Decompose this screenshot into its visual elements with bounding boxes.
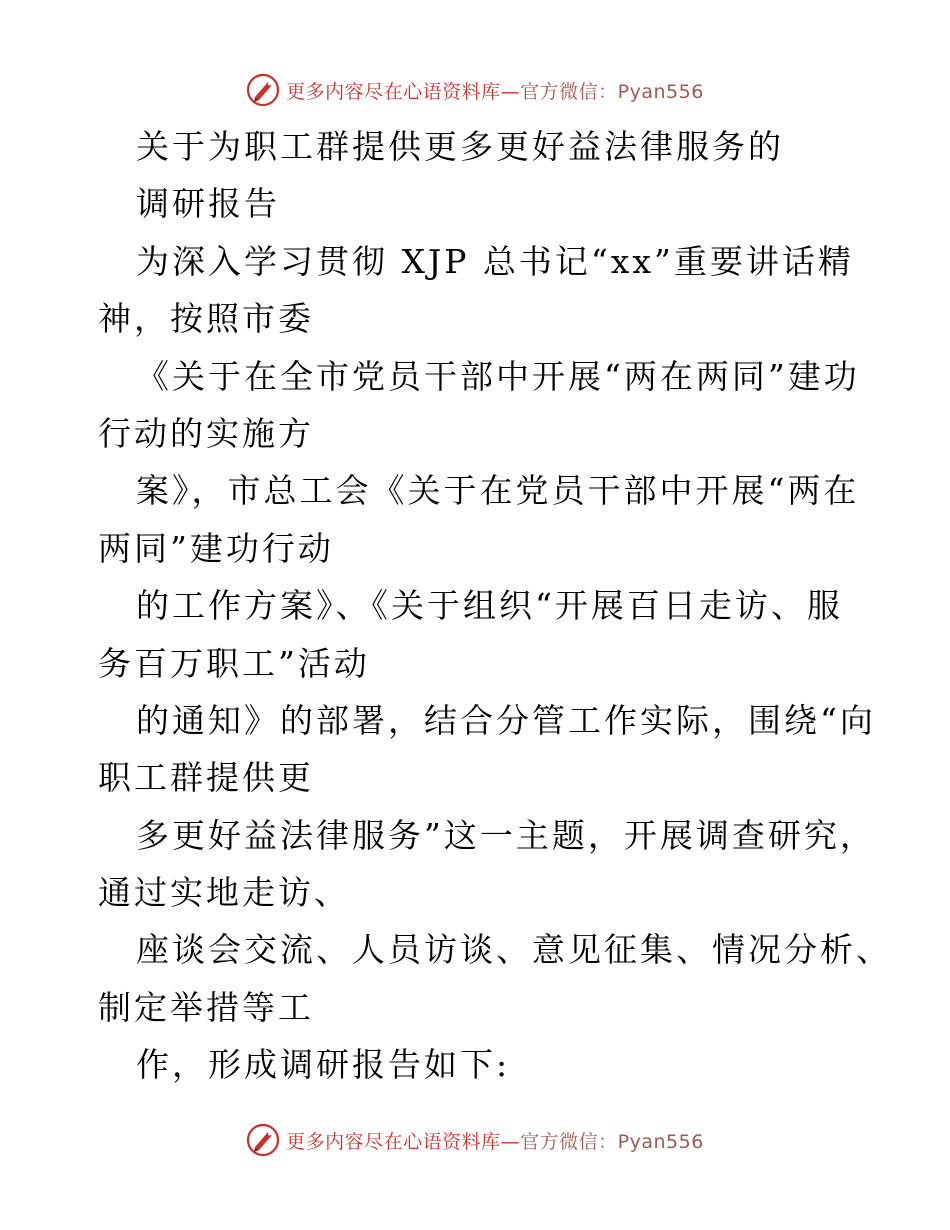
doc-title-line-2: 调研报告 <box>136 184 280 224</box>
doc-paragraph-line: 通过实地走访、 <box>98 873 350 913</box>
doc-paragraph-line: 神，按照市委 <box>98 299 314 339</box>
doc-paragraph-line: 《关于在全市党员干部中开展“两在两同”建功 <box>136 356 860 396</box>
doc-paragraph-line: 多更好益法律服务”这一主题，开展调查研究， <box>136 815 876 855</box>
header-banner-inner <box>246 73 704 107</box>
doc-paragraph-line: 务百万职工”活动 <box>98 643 370 683</box>
footer-banner-wechat: 官方微信：Pyan556 <box>520 1130 704 1153</box>
header-banner-main: 更多内容尽在心语资料库— <box>286 80 521 103</box>
doc-paragraph-line: 座谈会交流、人员访谈、意见征集、情况分析、 <box>136 930 892 970</box>
doc-paragraph-line: 为深入学习贯彻 XJP 总书记“xx”重要讲话精 <box>136 241 854 281</box>
doc-paragraph-line: 案》，市总工会《关于在党员干部中开展“两在 <box>136 471 860 511</box>
footer-banner-text <box>286 1127 704 1154</box>
footer-banner <box>0 1120 950 1160</box>
header-banner <box>0 70 950 110</box>
header-banner-wechat: 官方微信：Pyan556 <box>520 80 704 103</box>
doc-paragraph-line: 行动的实施方 <box>98 413 314 453</box>
header-banner-text <box>286 77 704 104</box>
doc-paragraph-line: 两同”建功行动 <box>98 528 334 568</box>
doc-paragraph-line: 作，形成调研报告如下: <box>136 1045 511 1085</box>
doc-paragraph-line: 职工群提供更 <box>98 758 314 798</box>
pen-logo-icon <box>246 73 280 107</box>
footer-banner-inner <box>246 1123 704 1157</box>
doc-title-line-1: 关于为职工群提供更多更好益法律服务的 <box>136 127 784 166</box>
doc-paragraph-line: 制定举措等工 <box>98 987 314 1027</box>
footer-banner-main: 更多内容尽在心语资料库— <box>286 1130 521 1153</box>
doc-paragraph-line: 的通知》的部署，结合分管工作实际，围绕“向 <box>136 700 876 740</box>
document-body <box>98 118 892 1094</box>
pen-logo-icon <box>246 1123 280 1157</box>
doc-paragraph-line: 的工作方案》、《关于组织“开展百日走访、服 <box>136 586 843 626</box>
